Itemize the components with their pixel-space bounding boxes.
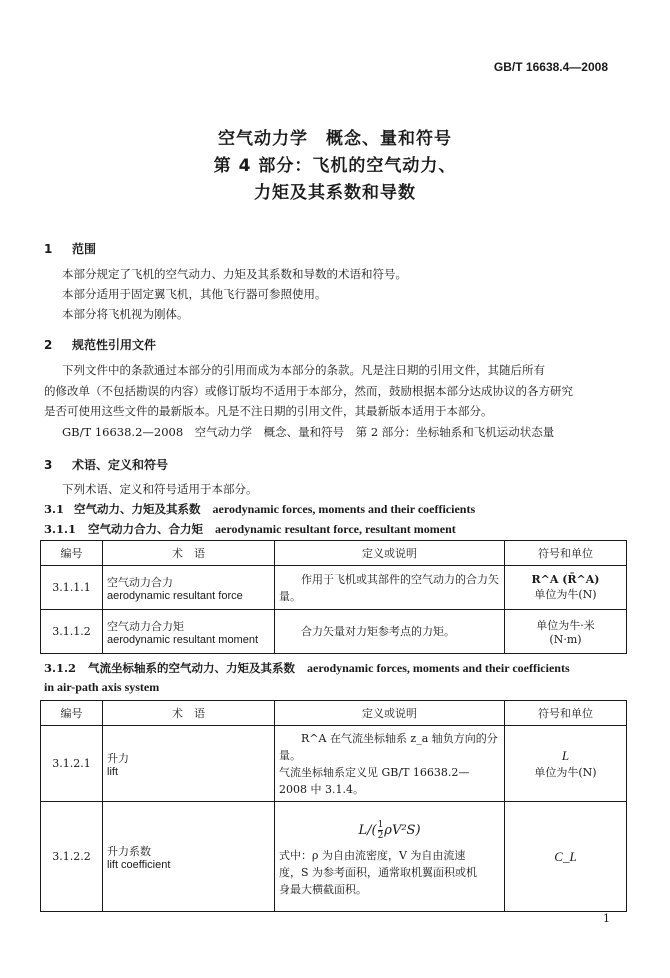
section-2-para-line-2: 的修改单（不包括勘误的内容）或修订版均不适用于本部分，然而，鼓励根据本部分达成协议的各方研究 — [44, 384, 573, 398]
term-cn: 升力 — [107, 751, 129, 765]
symbol-unit: 单位为牛·米 — [536, 619, 595, 632]
fraction-denominator: 2 — [377, 830, 384, 841]
header-symbol: 符号和单位 — [505, 701, 627, 726]
section-1-para-1: 本部分规定了飞机的空气动力、力矩及其系数和导数的术语和符号。 — [62, 267, 407, 281]
definition-line: 式中：ρ 为自由流密度，V 为自由流速 — [279, 848, 466, 862]
terms-table-3-1-1 — [40, 540, 627, 654]
term-cn: 升力系数 — [107, 844, 151, 858]
term-number: 3.1.2.2 — [41, 802, 103, 912]
symbol-unit-abbr: (N·m) — [549, 633, 582, 646]
section-3-heading — [44, 456, 168, 473]
section-2-para-line-1: 下列文件中的条款通过本部分的引用而成为本部分的条款。凡是注日期的引用文件，其随后所有 — [62, 363, 545, 377]
definition-line: 2008 中 3.1.4。 — [279, 782, 364, 796]
subsection-number: 3.1.1 — [44, 522, 77, 536]
header-definition: 定义或说明 — [275, 701, 505, 726]
term-en: lift — [107, 765, 118, 778]
term-en: lift coefficient — [107, 858, 171, 871]
subsection-3-1-2-heading-cont — [44, 680, 159, 695]
symbol-unit: 单位为牛(N) — [534, 765, 597, 779]
definition-line: 度，S 为参考面积，通常取机翼面积或机 — [279, 865, 478, 879]
term-definition — [275, 802, 505, 912]
section-number: 2 — [44, 338, 53, 352]
subsection-3-1-heading — [44, 501, 475, 517]
header-term: 术 语 — [103, 541, 275, 566]
definition-line: R^A 在气流坐标轴系 z_a 轴负方向的分量。 — [279, 731, 498, 762]
term-en: aerodynamic resultant moment — [107, 633, 259, 646]
doc-title-line1: 空气动力学 概念、量和符号 — [218, 129, 452, 149]
symbol-cell — [505, 610, 627, 654]
section-title: 规范性引用文件 — [72, 338, 157, 352]
subsection-3-1-2-heading — [44, 660, 570, 676]
subsection-title-en: aerodynamic forces, moments and their coefficients — [307, 661, 570, 675]
term-number: 3.1.2.1 — [41, 726, 103, 802]
table-row — [41, 566, 627, 610]
symbol-cell — [505, 566, 627, 610]
term-cn: 空气动力合力矩 — [107, 619, 184, 633]
header-symbol: 符号和单位 — [505, 541, 627, 566]
header-number: 编号 — [41, 541, 103, 566]
table-row — [41, 726, 627, 802]
symbol-cell — [505, 802, 627, 912]
term-definition: 作用于飞机或其部件的空气动力的合力矢量。 — [275, 566, 505, 610]
subsection-number: 3.1 — [44, 502, 65, 516]
formula-body: ρV²S — [384, 822, 416, 838]
term-definition: 合力矢量对力矩参考点的力矩。 — [275, 610, 505, 654]
term-definition — [275, 726, 505, 802]
terms-table-3-1-2 — [40, 700, 627, 912]
table-header-row — [41, 701, 627, 726]
subsection-title: 气流坐标轴系的空气动力、力矩及其系数 — [88, 661, 295, 675]
subsection-3-1-1-heading — [44, 521, 456, 537]
term-cell — [103, 802, 275, 912]
subsection-title-en-cont: in air-path axis system — [44, 680, 160, 694]
table-header-row — [41, 541, 627, 566]
section-title: 范围 — [72, 242, 97, 256]
subsection-title-en: aerodynamic forces, moments and their coefficients — [212, 502, 476, 516]
section-1-para-2: 本部分适用于固定翼飞机，其他飞行器可参照使用。 — [62, 287, 327, 301]
formula-prefix: L/ — [358, 822, 372, 838]
term-cell — [103, 726, 275, 802]
section-number: 1 — [44, 242, 53, 256]
formula-fraction — [378, 820, 384, 841]
term-number: 3.1.1.1 — [41, 566, 103, 610]
header-term: 术 语 — [103, 701, 275, 726]
normative-reference: GB/T 16638.2—2008 空气动力学 概念、量和符号 第 2 部分：坐标轴系和飞机运动状态量 — [62, 425, 555, 439]
term-number: 3.1.1.2 — [41, 610, 103, 654]
section-2-para-line-3: 是否可使用这些文件的最新版本。凡是不注日期的引用文件，其最新版本适用于本部分。 — [44, 404, 493, 418]
doc-title-line2: 第 4 部分：飞机的空气动力、 — [213, 156, 457, 176]
section-3-intro: 下列术语、定义和符号适用于本部分。 — [62, 482, 258, 496]
table-row — [41, 802, 627, 912]
symbol: C_L — [554, 848, 577, 864]
subsection-number: 3.1.2 — [44, 661, 77, 675]
doc-title-line3: 力矩及其系数和导数 — [254, 183, 416, 203]
definition-line: 气流坐标轴系定义见 GB/T 16638.2— — [279, 765, 470, 779]
section-number: 3 — [44, 458, 53, 472]
section-title: 术语、定义和符号 — [72, 458, 169, 472]
page-number: 1 — [603, 912, 610, 925]
header-number: 编号 — [41, 701, 103, 726]
symbol: R^A (R̄^A) — [531, 573, 600, 586]
subsection-title: 空气动力合力、合力矩 — [88, 522, 203, 536]
definition-line: 身最大横截面积。 — [279, 882, 367, 896]
table-row — [41, 610, 627, 654]
standard-code: GB/T 16638.4—2008 — [493, 60, 608, 74]
section-1-heading — [44, 240, 96, 257]
symbol-cell — [505, 726, 627, 802]
section-2-heading — [44, 336, 156, 353]
term-en: aerodynamic resultant force — [107, 589, 243, 602]
section-1-para-3: 本部分将飞机视为刚体。 — [62, 307, 189, 321]
symbol-unit: 单位为牛(N) — [534, 588, 597, 601]
fraction-numerator: 1 — [377, 819, 384, 830]
header-definition: 定义或说明 — [275, 541, 505, 566]
symbol: L — [561, 747, 570, 763]
term-cell — [103, 610, 275, 654]
lift-coefficient-formula: L/( $\frac{1}{2}$ ρV²S) — [358, 819, 421, 841]
subsection-title: 空气动力、力矩及其系数 — [74, 502, 201, 516]
subsection-title-en: aerodynamic resultant force, resultant moment — [215, 522, 456, 536]
term-cell — [103, 566, 275, 610]
term-cn: 空气动力合力 — [107, 575, 173, 589]
